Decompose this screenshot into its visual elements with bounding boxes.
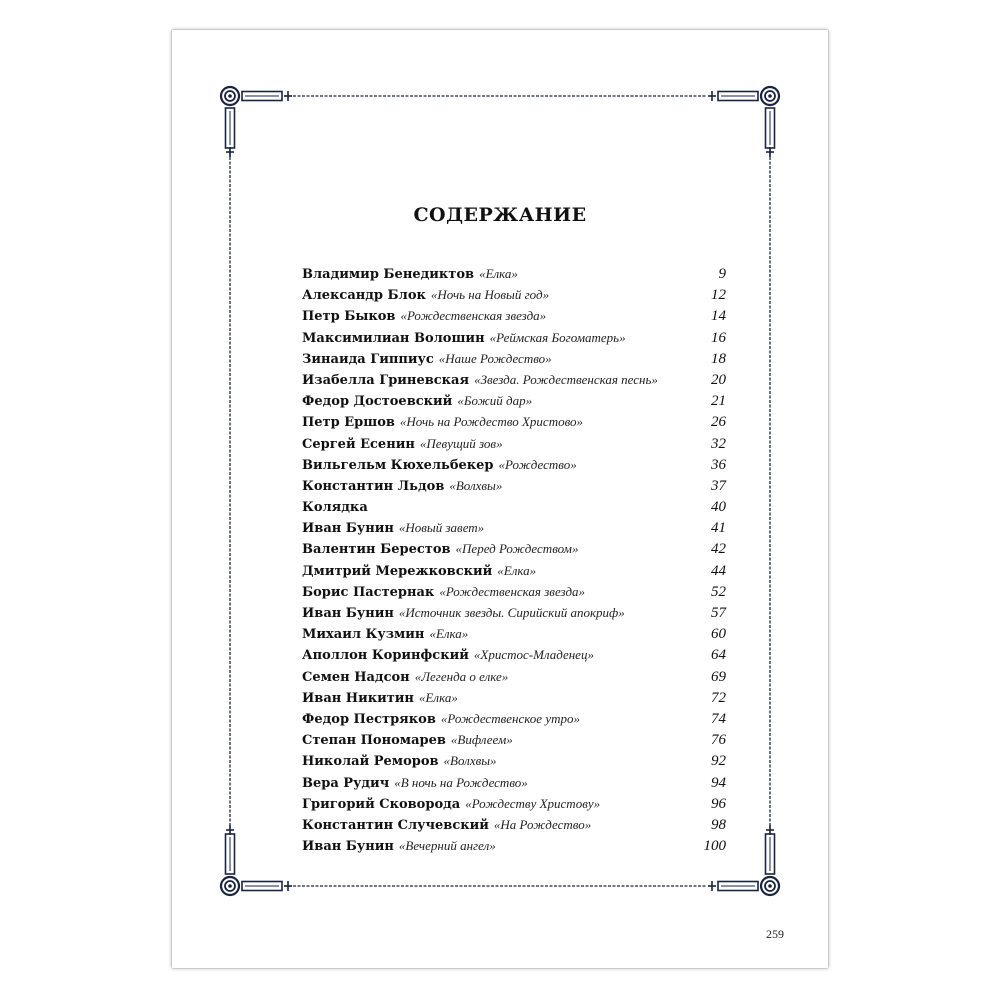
toc-page-number: 41 [711, 520, 726, 537]
toc-author: Борис Пастернак [302, 584, 435, 600]
book-page [172, 30, 828, 968]
corner-ornament-bottom-left [221, 825, 292, 895]
toc-author: Иван Бунин [302, 606, 394, 621]
toc-work-title: «Легенда о елке» [414, 668, 509, 684]
toc-work-title: «Христос-Младенец» [473, 647, 594, 663]
toc-author: Дмитрий Мережковский [302, 563, 493, 579]
toc-page-number: 60 [711, 626, 726, 643]
toc-work-title: «Певущий зов» [419, 435, 503, 451]
toc-entry [302, 287, 726, 308]
toc-entry [302, 838, 726, 859]
corner-ornament-top-right [708, 87, 779, 157]
toc-entry [302, 753, 726, 774]
toc-entry [302, 499, 726, 520]
toc-work-title: «Рождественское утро» [440, 710, 580, 726]
toc-author: Петр Быков [302, 309, 396, 325]
toc-author: Николай Реморов [302, 754, 439, 770]
toc-work-title: «Вечерний ангел» [398, 838, 496, 854]
toc-page-number: 12 [711, 287, 726, 304]
toc-author: Колядка [302, 500, 368, 516]
toc-work-title: «Волхвы» [443, 753, 497, 769]
toc-work-title: «Волхвы» [449, 477, 503, 493]
toc-entry [302, 647, 726, 668]
toc-entry [302, 775, 726, 796]
toc-work-title: «Рождество» [498, 456, 577, 472]
toc-work-title: «Елка» [497, 562, 537, 578]
toc-work-title: «Звезда. Рождественская песнь» [474, 371, 658, 387]
toc-author: Иван Никитин [302, 690, 414, 706]
toc-author: Валентин Берестов [302, 542, 451, 558]
toc-entry [302, 541, 726, 562]
corner-ornament-top-left [221, 87, 292, 157]
toc-work-title: «Ночь на Рождество Христово» [399, 414, 584, 430]
toc-author: Александр Блок [302, 288, 426, 304]
toc-page-number: 69 [711, 668, 726, 685]
toc-page-number: 94 [711, 774, 726, 791]
toc-page-number: 72 [711, 689, 726, 706]
toc-entry [302, 330, 726, 351]
toc-page-number: 64 [711, 647, 726, 664]
toc-page-number: 74 [711, 710, 726, 727]
toc-entry [302, 478, 726, 499]
toc-work-title: «Рождеству Христову» [465, 795, 601, 811]
toc-entry [302, 308, 726, 329]
toc-work-title: «На Рождество» [493, 816, 592, 832]
toc-page-number: 57 [711, 605, 726, 621]
toc-page-number: 37 [711, 477, 726, 494]
toc-author: Семен Надсон [302, 669, 410, 685]
toc-entry [302, 457, 726, 478]
toc-entry [302, 669, 726, 690]
toc-author: Максимилиан Волошин [302, 330, 485, 346]
toc-work-title: «Источник звезды. Сирийский апокриф» [398, 605, 625, 620]
toc-author: Петр Ершов [302, 415, 395, 431]
toc-work-title: «Вифлеем» [450, 732, 513, 748]
toc-work-title: «Рождественская звезда» [400, 308, 547, 324]
toc-page-number: 44 [711, 562, 726, 579]
toc-work-title: «Елка» [418, 689, 458, 705]
toc-entry [302, 605, 726, 626]
toc-page-number: 26 [711, 414, 726, 431]
toc-entry [302, 711, 726, 732]
toc-author: Вера Рудич [302, 775, 390, 791]
toc-entry [302, 732, 726, 753]
toc-author: Михаил Кузмин [302, 627, 425, 643]
toc-entry [302, 626, 726, 647]
toc-entry [302, 266, 726, 287]
toc-work-title: «Божий дар» [457, 393, 533, 409]
toc-page-number: 98 [711, 816, 726, 833]
toc-entry [302, 796, 726, 817]
toc-author: Вильгельм Кюхельбекер [302, 457, 494, 473]
toc-entry [302, 393, 726, 414]
toc-author: Иван Бунин [302, 521, 394, 537]
toc-page-number: 40 [711, 499, 726, 516]
table-of-contents [302, 266, 726, 859]
toc-work-title: «Ночь на Новый год» [430, 287, 550, 303]
toc-work-title: «Наше Рождество» [438, 350, 552, 366]
toc-page-number: 32 [711, 435, 726, 452]
toc-author: Иван Бунин [302, 839, 394, 855]
toc-entry [302, 563, 726, 584]
toc-entry [302, 351, 726, 372]
toc-page-number: 36 [711, 456, 726, 473]
toc-work-title: «Рождественская звезда» [439, 583, 586, 599]
toc-page-number: 76 [711, 732, 726, 749]
toc-entry [302, 817, 726, 838]
toc-page-number: 100 [703, 838, 726, 855]
toc-page-number: 52 [711, 583, 726, 600]
toc-author: Зинаида Гиппиус [302, 351, 434, 367]
toc-author: Федор Достоевский [302, 394, 453, 410]
toc-author: Аполлон Коринфский [302, 648, 469, 664]
toc-page-number: 42 [711, 541, 726, 558]
toc-work-title: «В ночь на Рождество» [394, 774, 528, 790]
toc-author: Степан Пономарев [302, 733, 446, 749]
toc-work-title: «Перед Рождеством» [455, 541, 579, 557]
page-title: СОДЕРЖАНИЕ [413, 204, 587, 226]
toc-page-number: 20 [711, 371, 726, 388]
toc-work-title: «Елка» [479, 266, 518, 281]
toc-page-number: 14 [711, 308, 726, 325]
toc-author: Изабелла Гриневская [302, 372, 470, 388]
toc-author: Константин Льдов [302, 478, 445, 494]
toc-entry [302, 584, 726, 605]
toc-author: Федор Пестряков [302, 711, 436, 727]
toc-entry [302, 436, 726, 457]
toc-page-number: 9 [718, 266, 726, 282]
toc-work-title: «Реймская Богоматерь» [489, 329, 626, 345]
toc-page-number: 21 [711, 393, 726, 410]
toc-page-number: 18 [711, 350, 726, 367]
toc-entry [302, 414, 726, 435]
toc-entry [302, 520, 726, 541]
toc-work-title: «Елка» [429, 626, 469, 642]
toc-entry [302, 372, 726, 393]
page-number: 259 [766, 927, 784, 941]
toc-page-number: 96 [711, 795, 726, 812]
toc-author: Сергей Есенин [302, 436, 415, 452]
toc-page-number: 92 [711, 753, 726, 770]
toc-author: Константин Случевский [302, 817, 489, 833]
toc-page-number: 16 [711, 329, 726, 346]
toc-author: Григорий Сковорода [302, 796, 461, 812]
toc-entry [302, 690, 726, 711]
toc-author: Владимир Бенедиктов [302, 267, 475, 282]
toc-work-title: «Новый завет» [398, 520, 485, 536]
